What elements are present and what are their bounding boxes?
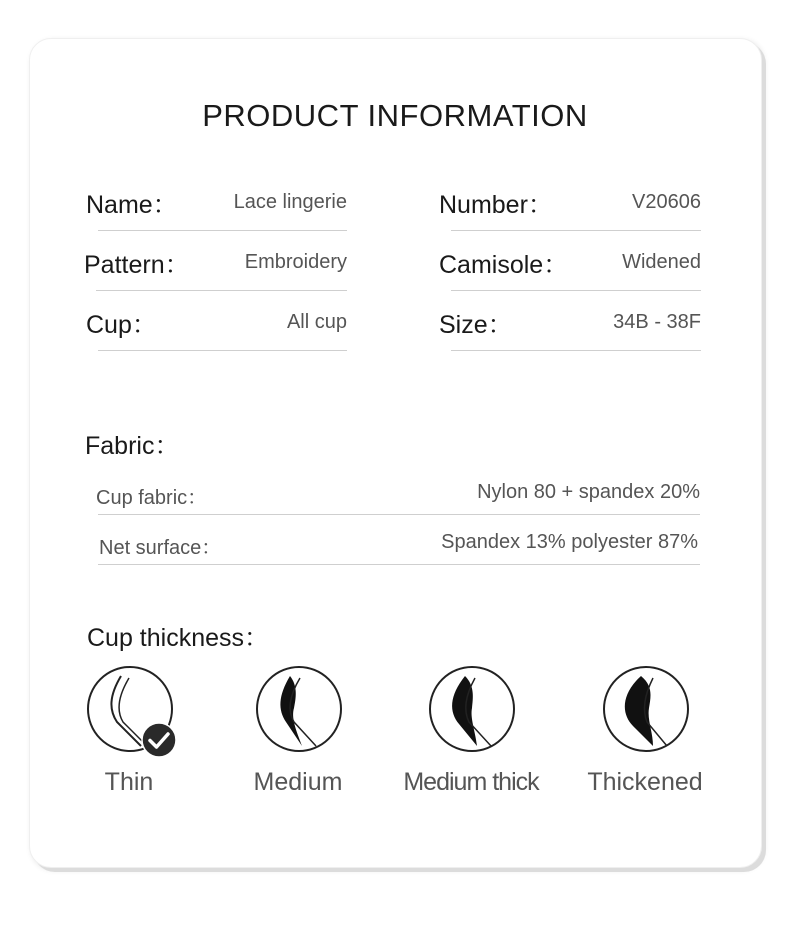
thickness-option-thickened[interactable] [555, 664, 735, 814]
thickness-label: Thickened [587, 768, 703, 796]
spec-size-label: Size： [439, 311, 513, 339]
divider [98, 350, 347, 351]
thickness-option-thin[interactable] [39, 664, 219, 814]
thickness-label: Medium [253, 768, 343, 796]
thickness-label: Thin [104, 768, 154, 796]
fabric-row-cup [96, 475, 700, 515]
medium-cup-icon [254, 664, 344, 754]
fabric-row-net [96, 525, 700, 565]
spec-cup [86, 305, 347, 351]
fabric-row-label: Cup fabric： [96, 487, 208, 509]
spec-cup-label: Cup： [86, 311, 157, 339]
thickness-option-medium-thick[interactable] [381, 664, 561, 814]
spec-number-value: V20606 [632, 191, 701, 213]
fabric-row-value: Spandex 13% polyester 87% [441, 531, 698, 553]
divider [98, 230, 347, 231]
medium-thick-cup-icon [427, 664, 517, 754]
spec-number-label: Number： [439, 191, 553, 219]
divider [96, 290, 347, 291]
fabric-heading: Fabric： [85, 432, 180, 460]
spec-size [439, 305, 701, 351]
spec-number [439, 185, 701, 231]
check-circle-icon [141, 722, 177, 758]
spec-name [86, 185, 347, 231]
spec-camisole-label: Camisole： [439, 251, 569, 279]
spec-camisole [439, 245, 701, 291]
divider [451, 230, 701, 231]
spec-size-value: 34B - 38F [613, 311, 701, 333]
thickness-label: Medium thick [403, 768, 539, 796]
fabric-row-label: Net surface： [99, 537, 222, 559]
divider [451, 350, 701, 351]
thickened-cup-icon [601, 664, 691, 754]
spec-pattern-value: Embroidery [244, 251, 347, 273]
cup-thickness-heading: Cup thickness： [87, 624, 270, 652]
divider [451, 290, 701, 291]
page-title: PRODUCT INFORMATION [202, 98, 588, 133]
spec-pattern-label: Pattern： [84, 251, 190, 279]
divider [98, 564, 700, 565]
fabric-row-value: Nylon 80 + spandex 20% [477, 481, 700, 503]
divider [98, 514, 700, 515]
spec-pattern [84, 245, 347, 291]
spec-camisole-value: Widened [622, 251, 701, 273]
thickness-option-medium[interactable] [208, 664, 388, 814]
spec-name-label: Name： [86, 191, 178, 219]
spec-name-value: Lace lingerie [233, 191, 347, 213]
spec-cup-value: All cup [286, 311, 347, 333]
